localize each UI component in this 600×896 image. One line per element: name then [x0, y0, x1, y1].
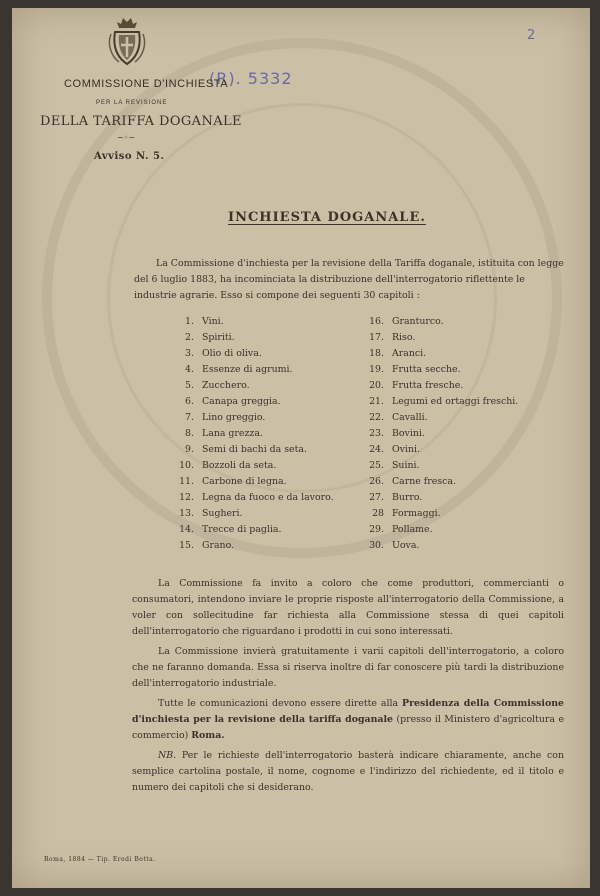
chapter-item	[172, 364, 292, 380]
document-sheet	[12, 8, 590, 888]
chapter-number: 15.	[179, 540, 194, 551]
document-title: INCHIESTA DOGANALE.	[228, 210, 426, 225]
chapter-number: 26.	[369, 476, 384, 487]
chapter-title: Legna da fuoco e da lavoro.	[202, 492, 334, 503]
chapter-item	[362, 316, 444, 332]
nota-bene-label: NB.	[158, 750, 177, 761]
chapter-title: Carne fresca.	[392, 476, 456, 487]
chapter-title: Essenze di agrumi.	[202, 364, 293, 375]
chapter-item	[362, 428, 425, 444]
chapter-item	[172, 332, 235, 348]
chapter-number: 11.	[179, 476, 194, 487]
chapter-number: 7.	[185, 412, 194, 423]
chapter-title: Bozzoli da seta.	[202, 460, 277, 471]
communications-city: Roma.	[191, 730, 225, 741]
handwritten-archive-number: (R). 5332	[209, 69, 293, 88]
chapter-title: Lino greggio.	[202, 412, 266, 423]
chapter-title: Burro.	[392, 492, 423, 503]
chapter-item	[172, 508, 243, 524]
ornament-divider: ~◦~	[116, 133, 136, 142]
chapter-title: Bovini.	[392, 428, 425, 439]
chapter-number: 8.	[185, 428, 194, 439]
chapter-title: Formaggi.	[392, 508, 441, 519]
chapter-title: Sugheri.	[202, 508, 243, 519]
chapter-number: 30.	[369, 540, 384, 551]
chapter-item	[172, 428, 263, 444]
chapter-title: Spiriti.	[202, 332, 235, 343]
chapter-number: 12.	[179, 492, 194, 503]
chapter-number: 22.	[369, 412, 384, 423]
chapter-item	[362, 444, 420, 460]
chapter-item	[172, 380, 250, 396]
chapter-number: 28	[372, 508, 384, 519]
chapter-number: 18.	[369, 348, 384, 359]
commission-subline: PER LA REVISIONE	[96, 100, 168, 106]
body-text	[132, 576, 564, 800]
chapter-title: Aranci.	[392, 348, 427, 359]
chapter-title: Semi di bachi da seta.	[202, 444, 307, 455]
chapter-number: 29.	[369, 524, 384, 535]
intro-paragraph: La Commissione d'inchiesta per la revisione della Tariffa doganale, istituita con legge del 6 luglio 1883, ha incominciata la distribuzione dell'interrogatorio riflettente le industrie agrarie. Esso si compone dei seguenti 30 capitoli :	[134, 258, 564, 301]
chapter-title: Grano.	[202, 540, 235, 551]
chapter-item	[362, 492, 422, 508]
chapter-title: Lana grezza.	[202, 428, 263, 439]
chapter-title: Cavalli.	[392, 412, 428, 423]
chapter-title: Uova.	[392, 540, 420, 551]
chapter-number: 23.	[369, 428, 384, 439]
chapter-item	[172, 540, 234, 556]
chapter-item	[172, 412, 265, 428]
chapter-title: Frutta fresche.	[392, 380, 464, 391]
notice-number: Avviso N. 5.	[94, 151, 165, 162]
chapter-number: 14.	[179, 524, 194, 535]
chapter-number: 16.	[369, 316, 384, 327]
chapter-item	[362, 364, 461, 380]
chapter-number: 27.	[369, 492, 384, 503]
chapter-title: Legumi ed ortaggi freschi.	[392, 396, 519, 407]
chapter-title: Riso.	[392, 332, 416, 343]
chapter-number: 13.	[179, 508, 194, 519]
chapter-item	[172, 348, 262, 364]
communications-text: Tutte le comunicazioni devono essere dirette alla	[158, 698, 403, 709]
chapter-number: 25.	[369, 460, 384, 471]
chapter-title: Granturco.	[392, 316, 444, 327]
chapter-title: Carbone di legna.	[202, 476, 287, 487]
chapter-number: 6.	[185, 396, 194, 407]
paragraph-free-distribution: La Commissione invierà gratuitamente i varii capitoli dell'interrogatorio, a coloro che ne faranno domanda. Essa si riserva inoltre di far conoscere più tardi la distribuzione dell'interrogatorio industriale.	[132, 646, 564, 689]
chapter-number: 1.	[185, 316, 194, 327]
printer-footer: Roma, 1884 — Tip. Eredi Botta.	[44, 856, 156, 863]
chapter-number: 21.	[369, 396, 384, 407]
chapter-item	[172, 316, 224, 332]
paragraph-nota-bene	[132, 748, 564, 796]
chapter-item	[362, 412, 428, 428]
nota-bene-text: Per le richieste dell'interrogatorio basterà indicare chiaramente, anche con semplice cartolina postale, il nome, cognome e l'indirizzo del richiedente, ed il titolo e numero dei capitoli che si desiderano.	[132, 750, 564, 793]
chapter-item	[172, 444, 307, 460]
paragraph-invitation: La Commissione fa invito a coloro che come produttori, commercianti o consumatori, intendono inviare le proprie risposte all'interrogatorio della Commissione, a voler con sollecitudine far richiesta alla Commissione stessa di quei capitoli dell'interrogatorio che riguardano i prodotti in cui sono interessati.	[132, 578, 564, 637]
chapter-item	[362, 508, 441, 524]
communications-ministry: (presso il Ministero d'agricoltura e commercio)	[132, 714, 564, 741]
chapter-title: Vini.	[202, 316, 224, 327]
chapter-number: 2.	[185, 332, 194, 343]
chapter-item	[172, 396, 281, 412]
chapter-number: 10.	[179, 460, 194, 471]
chapter-item	[172, 460, 276, 476]
chapter-title: Frutta secche.	[392, 364, 461, 375]
chapter-title: Olio di oliva.	[202, 348, 262, 359]
chapter-item	[362, 540, 419, 556]
chapter-title: Zucchero.	[202, 380, 250, 391]
chapter-title: Ovini.	[392, 444, 420, 455]
commission-name: COMMISSIONE D'INCHIESTA	[64, 78, 229, 90]
chapter-item	[172, 476, 287, 492]
chapter-item	[362, 396, 518, 412]
chapter-item	[172, 492, 334, 508]
chapter-number: 24.	[369, 444, 384, 455]
handwritten-corner-mark: 2	[527, 28, 536, 43]
chapter-item	[362, 524, 433, 540]
chapter-item	[172, 524, 281, 540]
chapter-title: Trecce di paglia.	[202, 524, 282, 535]
paragraph-communications	[132, 696, 564, 744]
commission-subject: DELLA TARIFFA DOGANALE	[40, 114, 242, 129]
chapter-title: Canapa greggia.	[202, 396, 281, 407]
chapter-item	[362, 476, 456, 492]
chapter-item	[362, 332, 415, 348]
chapter-number: 20.	[369, 380, 384, 391]
chapter-item	[362, 380, 463, 396]
chapter-item	[362, 460, 419, 476]
communications-recipient: Presidenza della Commissione d'inchiesta per la revisione della tariffa doganale	[132, 698, 564, 725]
chapter-title: Pollame.	[392, 524, 433, 535]
chapter-number: 4.	[185, 364, 194, 375]
chapter-number: 19.	[369, 364, 384, 375]
chapter-item	[362, 348, 426, 364]
chapter-title: Suini.	[392, 460, 420, 471]
chapter-number: 3.	[185, 348, 194, 359]
coat-of-arms-icon	[107, 14, 147, 68]
chapter-number: 9.	[185, 444, 194, 455]
chapter-number: 5.	[185, 380, 194, 391]
chapter-number: 17.	[369, 332, 384, 343]
